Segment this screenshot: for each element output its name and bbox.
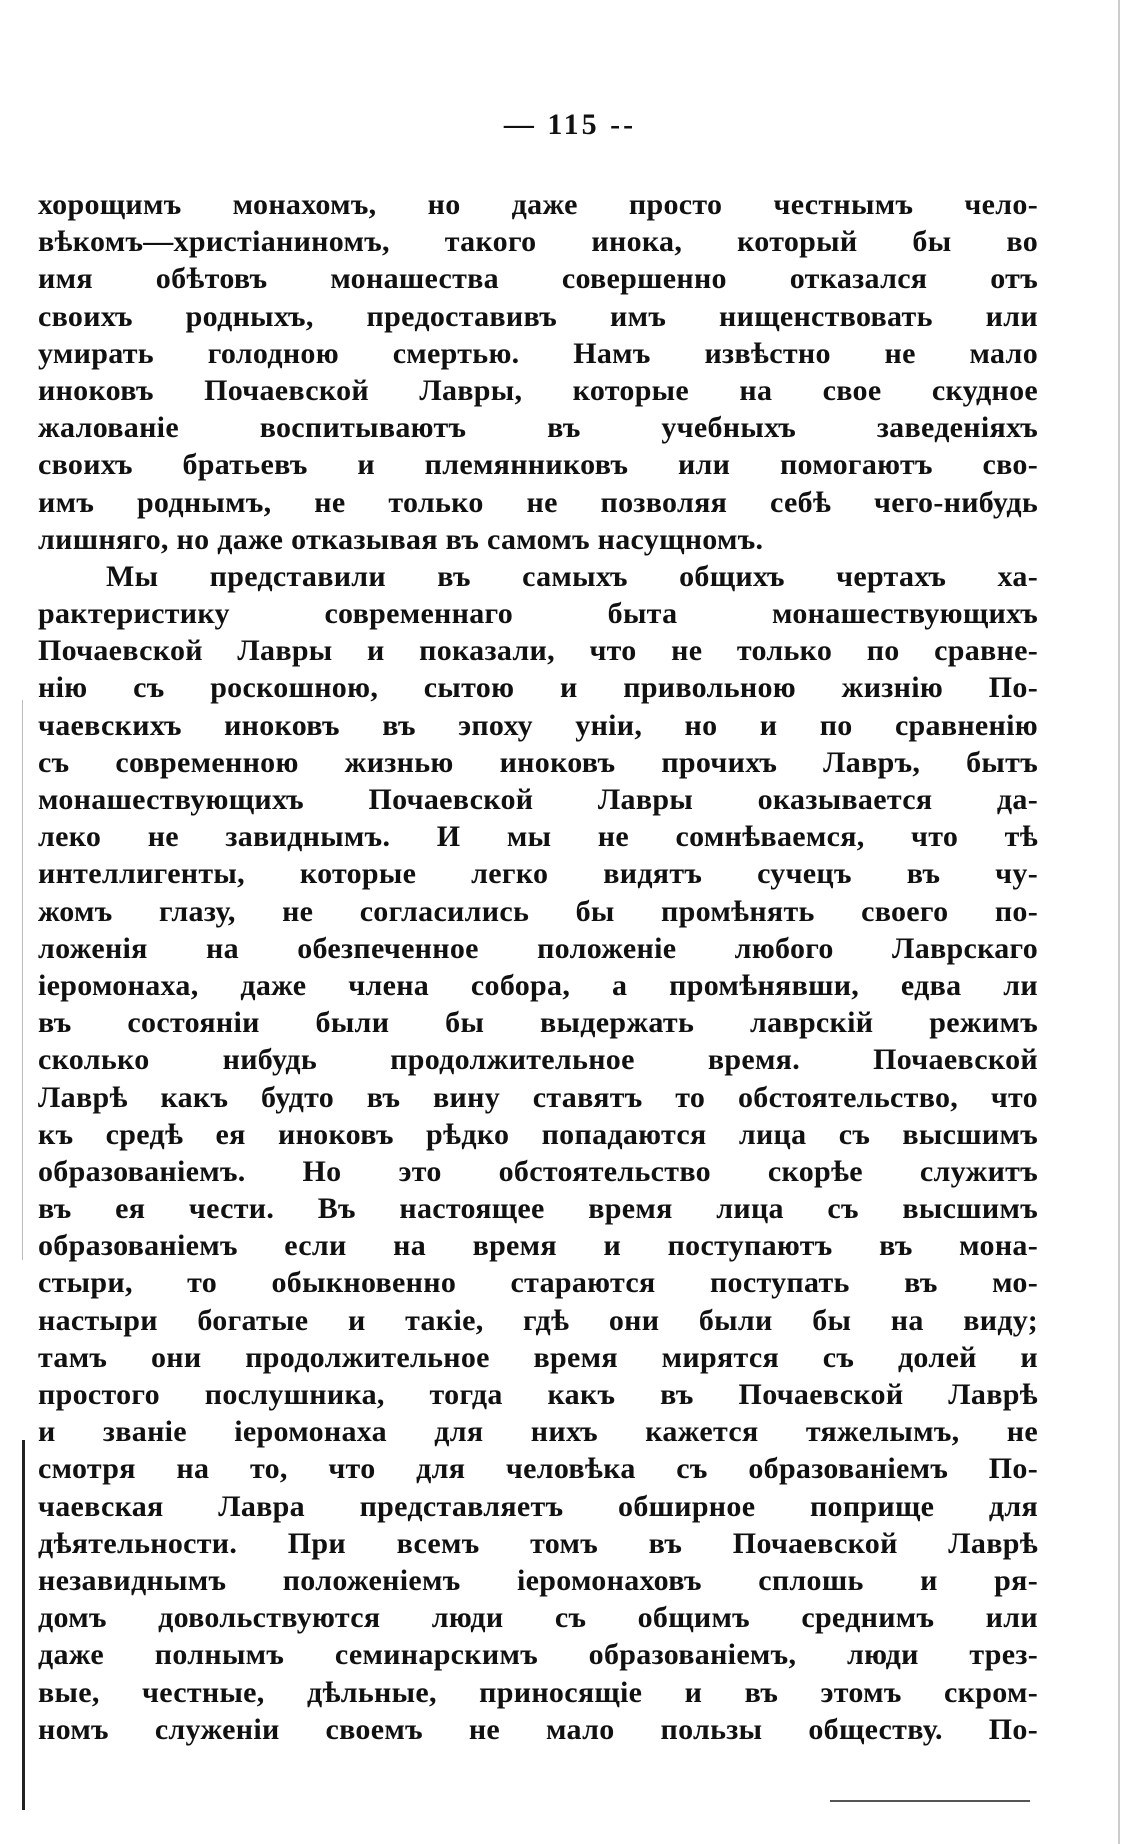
- text-line: образованіемъ. Но это обстоятельство скорѣе служитъ: [38, 1154, 1038, 1188]
- text-line: Лаврѣ какъ будто въ вину ставятъ то обстоятельство, что: [38, 1080, 1038, 1114]
- text-line: къ средѣ ея иноковъ рѣдко попадаются лица съ высшимъ: [38, 1117, 1038, 1151]
- text-line: жомъ глазу, не согласились бы промѣнять своего по-: [38, 894, 1038, 928]
- text-line: смотря на то, что для человѣка съ образованіемъ По-: [38, 1452, 1038, 1486]
- text-line: домъ довольствуются люди съ общимъ среднимъ или: [38, 1601, 1038, 1635]
- text-line: жалованіе воспитываютъ въ учебныхъ заведеніяхъ: [38, 411, 1038, 445]
- text-line: лишняго, но даже отказывая въ самомъ насущномъ.: [38, 522, 764, 556]
- text-line: хорощимъ монахомъ, но даже просто честнымъ чело-: [38, 188, 1038, 221]
- text-line: незавиднымъ положеніемъ іеромонаховъ сплошь и ря-: [38, 1563, 1038, 1597]
- text-line: Мы представили въ самыхъ общихъ чертахъ ха-: [106, 559, 1038, 593]
- text-line: вѣкомъ—христіаниномъ, такого инока, который бы во: [38, 225, 1038, 259]
- text-line: Почаевской Лавры и показали, что не только по сравне-: [38, 634, 1038, 668]
- text-line: рактеристику современнаго быта монашествующихъ: [38, 597, 1038, 631]
- text-line: дѣятельности. При всемъ томъ въ Почаевской Лаврѣ: [38, 1526, 1038, 1560]
- right-margin-rule: [1118, 0, 1120, 1844]
- text-line: въ ея чести. Въ настоящее время лица съ высшимъ: [38, 1192, 1038, 1226]
- text-line: номъ служеніи своемъ не мало пользы обществу. По-: [38, 1712, 1038, 1746]
- text-line: умирать голодною смертью. Намъ извѣстно не мало: [38, 336, 1038, 370]
- text-line: простого послушника, тогда какъ въ Почаевской Лаврѣ: [38, 1378, 1038, 1411]
- text-line: чаевскихъ иноковъ въ эпоху уніи, но и по сравненію: [38, 708, 1038, 742]
- text-line: сколько нибудь продолжительное время. Почаевской: [38, 1043, 1038, 1077]
- text-line: ложенія на обезпеченное положеніе любого Лаврскаго: [38, 931, 1038, 965]
- text-line: образованіемъ если на время и поступаютъ въ мона-: [38, 1229, 1038, 1263]
- text-line: имъ роднымъ, не только не позволяя себѣ чего-нибудь: [38, 485, 1038, 519]
- left-margin-rule: [22, 1440, 25, 1810]
- text-line: и званіе іеромонаха для нихъ кажется тяжелымъ, не: [38, 1415, 1038, 1449]
- text-line: съ современною жизнью иноковъ прочихъ Лавръ, бытъ: [38, 745, 1038, 779]
- text-line: въ состояніи были бы выдержать лаврскій режимъ: [38, 1006, 1038, 1040]
- text-line: чаевская Лавра представляетъ обширное поприще для: [38, 1489, 1038, 1523]
- text-line: стыри, то обыкновенно стараются поступать въ мо-: [38, 1266, 1038, 1300]
- text-line: вые, честные, дѣльные, приносящіе и въ этомъ скром-: [38, 1675, 1038, 1709]
- body-text: [38, 186, 1038, 1748]
- text-line: монашествующихъ Почаевской Лавры оказывается да-: [38, 783, 1038, 816]
- text-line: настыри богатые и такіе, гдѣ они были бы на виду;: [38, 1303, 1038, 1337]
- text-line: имя обѣтовъ монашества совершенно отказался отъ: [38, 262, 1038, 296]
- text-line: іеромонаха, даже члена собора, а промѣнявши, едва ли: [38, 968, 1038, 1002]
- text-line: иноковъ Почаевской Лавры, которые на свое скудное: [38, 373, 1038, 407]
- text-line: даже полнымъ семинарскимъ образованіемъ, люди трез-: [38, 1638, 1038, 1672]
- page-number: — 115 --: [503, 108, 637, 141]
- text-line: нію съ роскошною, сытою и привольною жизнію По-: [38, 671, 1038, 705]
- text-line: интеллигенты, которые легко видятъ сучецъ въ чу-: [38, 857, 1038, 891]
- text-line: своихъ братьевъ и племянниковъ или помогаютъ сво-: [38, 448, 1038, 482]
- left-margin-faint-rule: [22, 700, 23, 1260]
- text-line: тамъ они продолжительное время мирятся съ долей и: [38, 1340, 1038, 1374]
- bottom-rule: [830, 1800, 1030, 1802]
- text-line: леко не завиднымъ. И мы не сомнѣваемся, что тѣ: [38, 820, 1038, 854]
- text-line: своихъ родныхъ, предоставивъ имъ нищенствовать или: [38, 299, 1038, 333]
